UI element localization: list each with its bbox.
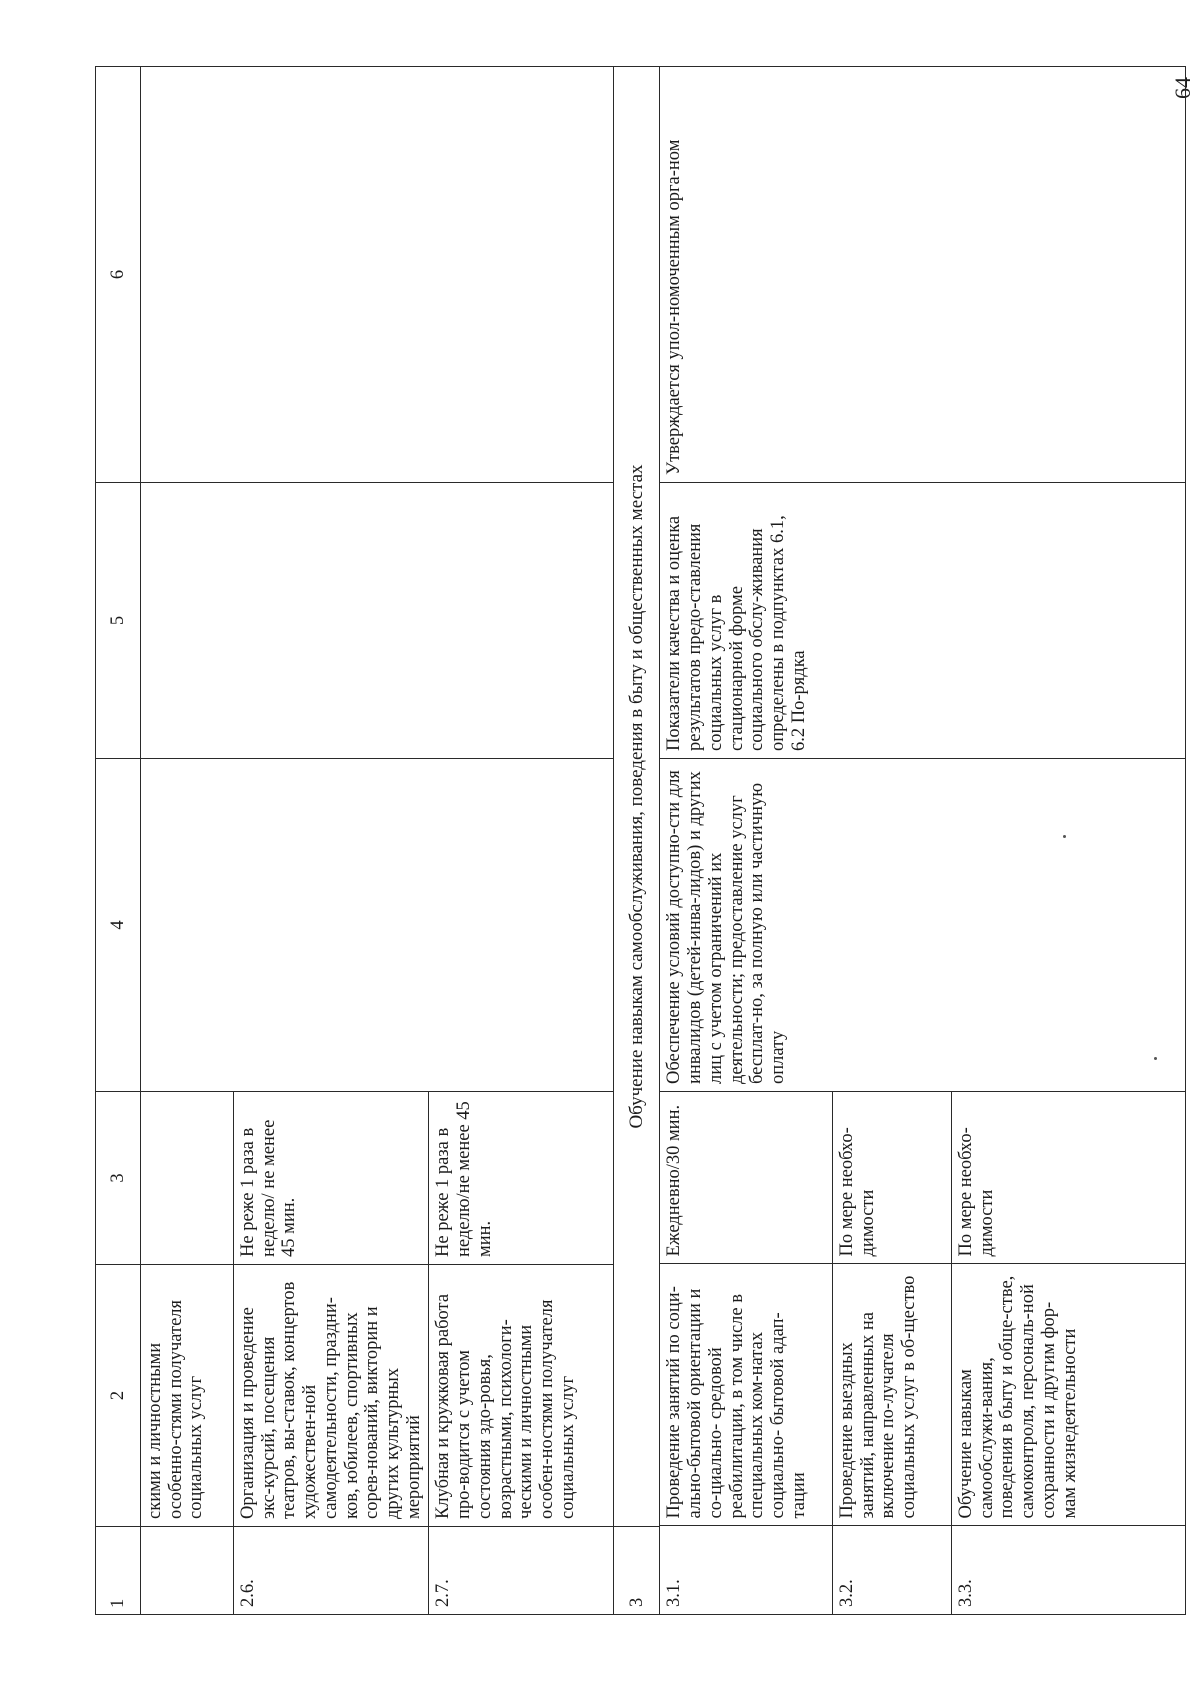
conditions-cell-empty <box>141 759 614 1092</box>
column-number-1: 1 <box>96 1527 141 1615</box>
quality-cell-empty <box>141 483 614 759</box>
section-3-service-rows <box>660 1092 1185 1615</box>
service-description-cell: Организация и проведение экс-курсий, посещения театров, вы-ставок, концертов художествен-ной самодеятельности, праздни-ков, юбилеев, спортивных сорев-нований, викторин и других культурных мероприятий <box>234 1265 429 1527</box>
service-description-cell: Проведение занятий по соци-ально-бытовой ориентации и со-циально- средовой реабилитации, в том числе в специальных ком-натах социально- бытовой адап-тации <box>660 1264 832 1526</box>
section-title: Обучение навыкам самообслуживания, поведения в быту и общественных местах <box>614 67 660 1527</box>
row-number-cell: 3.3. <box>951 1526 1185 1614</box>
service-description-cell: Проведение выездных занятий, направленных на включение по-лучателя социальных услуг в об-щество <box>832 1264 951 1526</box>
frequency-cell: По мере необхо-димости <box>955 1127 997 1257</box>
scan-speck <box>1154 1057 1157 1060</box>
conditions-cell: Обеспечение условий доступно-сти для инвалидов (детей-инва-лидов) и других лиц с учетом ограничений их деятельности; предоставление услуг бесплат-но, за полную или частичную оплату <box>660 759 1186 1092</box>
column-number-2: 2 <box>96 1265 141 1527</box>
table-row-3-3 <box>951 1092 1185 1615</box>
table-row-3-2 <box>832 1092 951 1615</box>
frequency-cell: По мере необхо-димости <box>832 1092 951 1265</box>
section-row-3 <box>614 67 660 1615</box>
approval-cell: Утверждается упол-номоченным орга-ном <box>660 67 1186 483</box>
page-number: 64 <box>1170 77 1195 99</box>
row-number-cell: 3.1. <box>660 1526 832 1614</box>
column-number-5: 5 <box>96 483 141 759</box>
approval-cell-empty <box>141 67 614 483</box>
section-3-services <box>660 1092 1186 1615</box>
column-number-4: 4 <box>96 759 141 1092</box>
table-row-continuation <box>141 67 234 1615</box>
frequency-cell: Не реже 1 раза в неделю/не менее 45 мин. <box>429 1092 614 1265</box>
frequency-cell <box>141 1092 234 1265</box>
header-row <box>96 67 141 1615</box>
service-description-cell: скими и личностными особенно-стями получателя социальных услуг <box>141 1265 234 1527</box>
frequency-cell: Не реже 1 раза в неделю/ не менее 45 мин. <box>234 1092 429 1265</box>
scan-speck <box>1063 835 1066 838</box>
column-number-3: 3 <box>96 1092 141 1265</box>
section-number-cell: 3 <box>614 1527 660 1615</box>
standards-table <box>95 66 1186 1615</box>
service-description-cell: Обучение навыкам самообслужи-вания, поведения в быту и обще-стве, самоконтроля, персональ-ной сохранности и другим фор-мам жизнедеятельности <box>951 1264 1185 1526</box>
table-row-3-1 <box>660 1092 832 1615</box>
column-number-6: 6 <box>96 67 141 483</box>
row-number-cell: 2.6. <box>234 1527 429 1615</box>
section-3-group <box>660 67 1186 1615</box>
service-description-cell: Клубная и кружковая работа про-водится с учетом состояния здо-ровья, возрастными, психологи-ческими и личностными особен-ностями получателя социальных услуг <box>429 1265 614 1527</box>
row-number-cell <box>141 1527 234 1615</box>
frequency-cell: Ежедневно/30 мин. <box>660 1092 832 1265</box>
quality-indicators-cell: Показатели качества и оценка результатов предо-ставления социальных услуг в стационарной форме социального обслу-живания определены в подпунктах 6.1, 6.2 По-рядка <box>660 483 1186 759</box>
row-number-cell: 3.2. <box>832 1526 951 1614</box>
row-number-cell: 2.7. <box>429 1527 614 1615</box>
rotated-document-sheet <box>95 67 1175 1615</box>
